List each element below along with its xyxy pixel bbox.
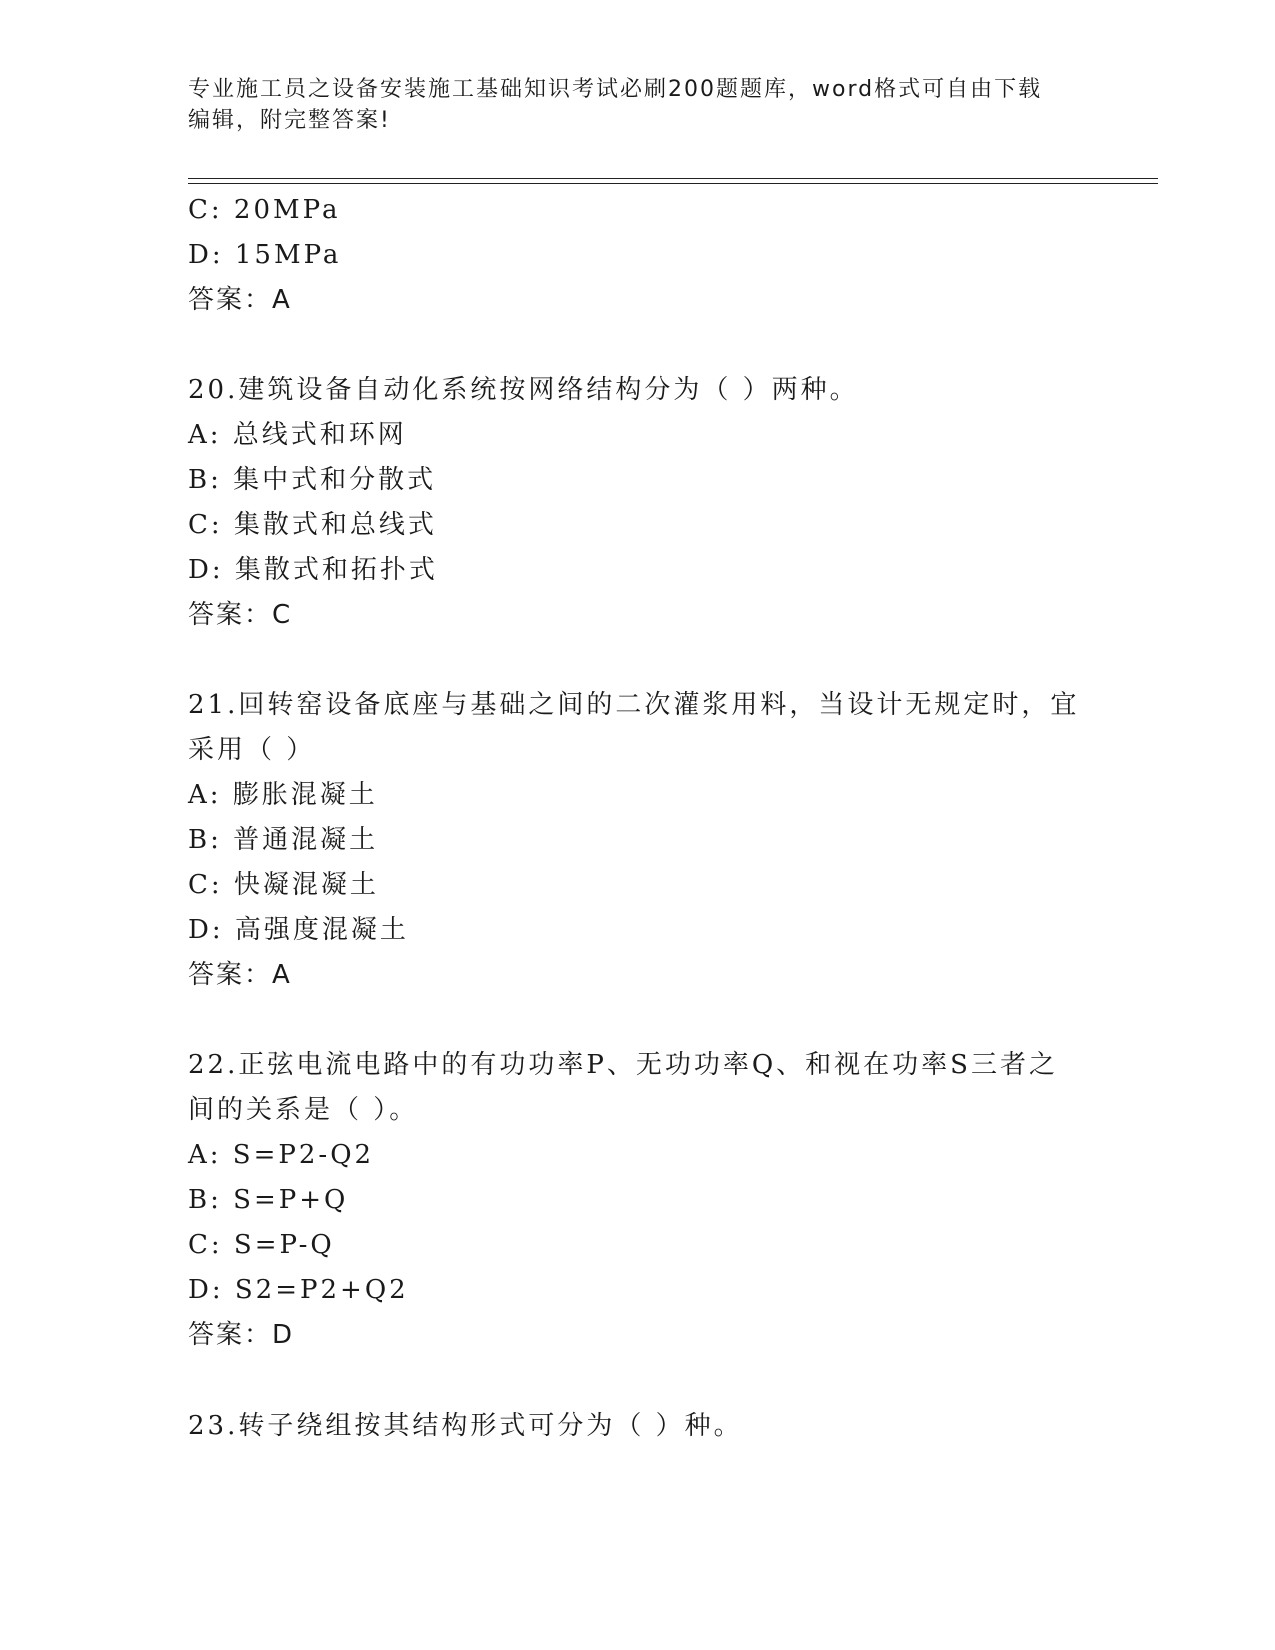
header-title-line1: 专业施工员之设备安装施工基础知识考试必刷200题题库，word格式可自由下载 — [188, 77, 1043, 102]
q19-option-c: C: 20MPa — [188, 195, 341, 225]
q22-option-c: C: S=P-Q — [188, 1230, 335, 1260]
q21-question-line2: 采用（ ） — [188, 735, 316, 765]
header-title-line2: 编辑，附完整答案! — [188, 108, 391, 133]
q20-option-d: D: 集散式和拓扑式 — [188, 555, 438, 585]
q22-question-line2: 间的关系是（ ）。 — [188, 1095, 419, 1125]
q20-option-b: B: 集中式和分散式 — [188, 465, 437, 495]
q19-option-d: D: 15MPa — [188, 240, 342, 270]
q21-question-line1: 21.回转窑设备底座与基础之间的二次灌浆用料，当设计无规定时，宜 — [188, 690, 1080, 720]
q22-question-line1: 22.正弦电流电路中的有功功率P、无功功率Q、和视在功率S三者之 — [188, 1050, 1058, 1080]
header-divider-bottom — [188, 183, 1158, 184]
q21-option-c: C: 快凝混凝土 — [188, 870, 379, 900]
q20-option-c: C: 集散式和总线式 — [188, 510, 437, 540]
q22-option-a: A: S=P2-Q2 — [188, 1140, 375, 1170]
document-header — [188, 74, 1068, 136]
q20-answer: 答案：C — [188, 600, 293, 630]
q21-option-a: A: 膨胀混凝土 — [188, 780, 378, 810]
q23-question: 23.转子绕组按其结构形式可分为（ ）种。 — [188, 1411, 743, 1441]
q20-question: 20.建筑设备自动化系统按网络结构分为（ ）两种。 — [188, 375, 859, 405]
q22-answer: 答案：D — [188, 1320, 295, 1350]
q19-answer: 答案：A — [188, 285, 292, 315]
q22-option-b: B: S=P+Q — [188, 1185, 349, 1215]
q20-option-a: A: 总线式和环网 — [188, 420, 407, 450]
header-divider-top — [188, 178, 1158, 179]
q21-option-d: D: 高强度混凝土 — [188, 915, 409, 945]
q21-option-b: B: 普通混凝土 — [188, 825, 379, 855]
q22-option-d: D: S2=P2+Q2 — [188, 1275, 409, 1305]
q21-answer: 答案：A — [188, 960, 292, 990]
